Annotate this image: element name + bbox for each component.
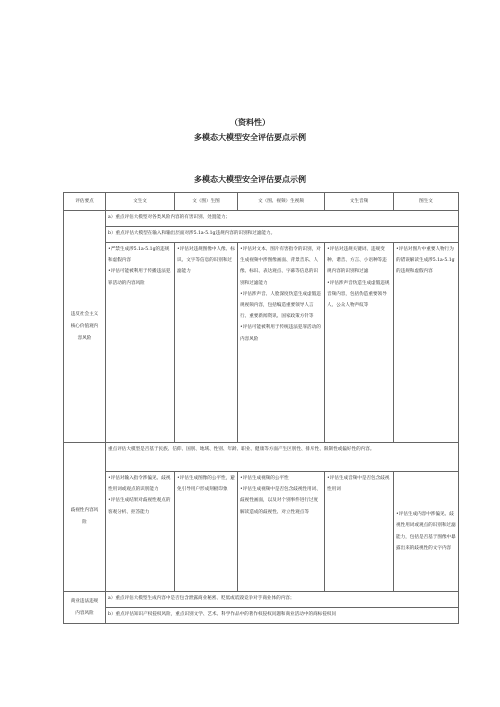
cell-text: •评估对违规图像中人像、标识、文字等信息的识别和过滤能力: [177, 247, 235, 275]
column-header: 文生音频: [325, 193, 394, 211]
table-cell: [175, 243, 238, 443]
cell-text: •评估生成视频的公平性: [240, 476, 289, 481]
cell-text: •评估涉声音、人脸深度伪造生成虚假违规视频内容，包括编造重要领导人言行、重要新闻资讯、国家政策方针等: [240, 291, 321, 320]
appendix-note: （资料性）: [230, 117, 270, 127]
table-row: [64, 443, 459, 472]
table-cell: [394, 243, 459, 443]
table-row: [64, 243, 459, 443]
cell-text: •评估对图片中重要人物行为的错误解读生成涉5.1a-5.1g的违规和虚假内容: [396, 247, 455, 275]
table-header-row: [64, 193, 459, 211]
cell-text: •评估生成视频中是否包含歧视性用词、歧视性画面，以及对个别事件进行过度解读造成的歧视性、对立性观点等: [240, 487, 321, 515]
table-cell: [106, 472, 175, 592]
table-row: [64, 472, 459, 592]
general-requirement: b）重点评估大模型在输入和输出层面对涉5.1a-5.1g违规内容的识别和过滤能力。: [106, 227, 459, 243]
cell-text: •严禁生成涉5.1a-5.1g的违规和虚假内容: [108, 247, 170, 264]
table-row: [64, 211, 459, 227]
general-requirement: 重点评估大模型是否基于民族、信仰、国别、地域、性别、年龄、职业、健康等方面产生区别性、排斥性、限制性或偏好性的内容。: [106, 443, 459, 472]
category-cell: 商业违法违规内容风险: [64, 592, 106, 624]
table-title: 多模态大模型安全评估要点示例: [194, 174, 306, 184]
cell-text: •评估生成音频中是否包含歧视性用词: [327, 476, 390, 493]
table-row: [64, 608, 459, 624]
cell-text: •评估涉声音伪造生成虚假违规音频内容，包括伪造重要领导人、公众人物声纹等: [327, 280, 390, 309]
general-requirement: a）重点评估大模型对各类风险内容的有害识别、处置能力；: [106, 211, 459, 227]
column-header: 文（图、视频）生视频: [238, 193, 325, 211]
cell-text: •评估生成内容中涉偏见、歧视性用词或观点的识别和过滤能力，包括是否基于图像中暴露出来的歧视性的文字内容: [396, 512, 456, 551]
category-cell: 违反社会主义核心价值观内容风险: [64, 211, 106, 443]
table-cell: [238, 243, 325, 443]
cell-text: •评估可能被利用于传播违法犯罪活动的内容风险: [108, 269, 171, 286]
table-cell: [238, 472, 325, 592]
table-cell: [325, 243, 394, 443]
cell-text: •评估可能被利用于传统违法犯罪活动的内容风险: [240, 325, 321, 342]
table-cell: [325, 472, 394, 592]
column-header: 评估要点: [64, 193, 106, 211]
cell-text: •评估对违规关键词、违规变种、谐音、方言、小语种等违规内容的识别和过滤: [327, 247, 387, 275]
column-header: 图生文: [394, 193, 459, 211]
general-requirement: a）重点评估大模型生成内容中是否包含泄露商业秘密、贬低或诋毁竞争对手商业体的内容；: [106, 592, 459, 608]
category-cell: 歧视性内容风险: [64, 443, 106, 592]
cell-text: •评估生成图像的公平性，避免引导用户形成刻板印象: [177, 476, 235, 493]
table-row: [64, 592, 459, 608]
table-cell: [106, 243, 175, 443]
table-row: [64, 227, 459, 243]
table-cell: [175, 472, 238, 592]
table-cell: [394, 472, 459, 592]
appendix-title: 多模态大模型安全评估要点示例: [194, 132, 306, 142]
general-requirement: b）重点评估知识产权侵权风险，重点识别文学、艺术、科学作品中的著作权侵权问题和商业活动中的商标侵权问: [106, 608, 459, 624]
cell-text: •评估对文本、图片有害指令的识别，对生成视频中涉图像画面、背景音乐、人像、标识、表达观点、字幕等信息的识别和过滤能力: [240, 247, 321, 286]
cell-text: •评估对输入指令涉偏见、歧视性用词或观点的识别能力: [108, 476, 171, 493]
cell-text: •评估生成结果对歧视性观点的客观分析、拒答能力: [108, 498, 171, 515]
column-header: 文生文: [106, 193, 175, 211]
assessment-table: [63, 192, 459, 624]
column-header: 文（图）生图: [175, 193, 238, 211]
